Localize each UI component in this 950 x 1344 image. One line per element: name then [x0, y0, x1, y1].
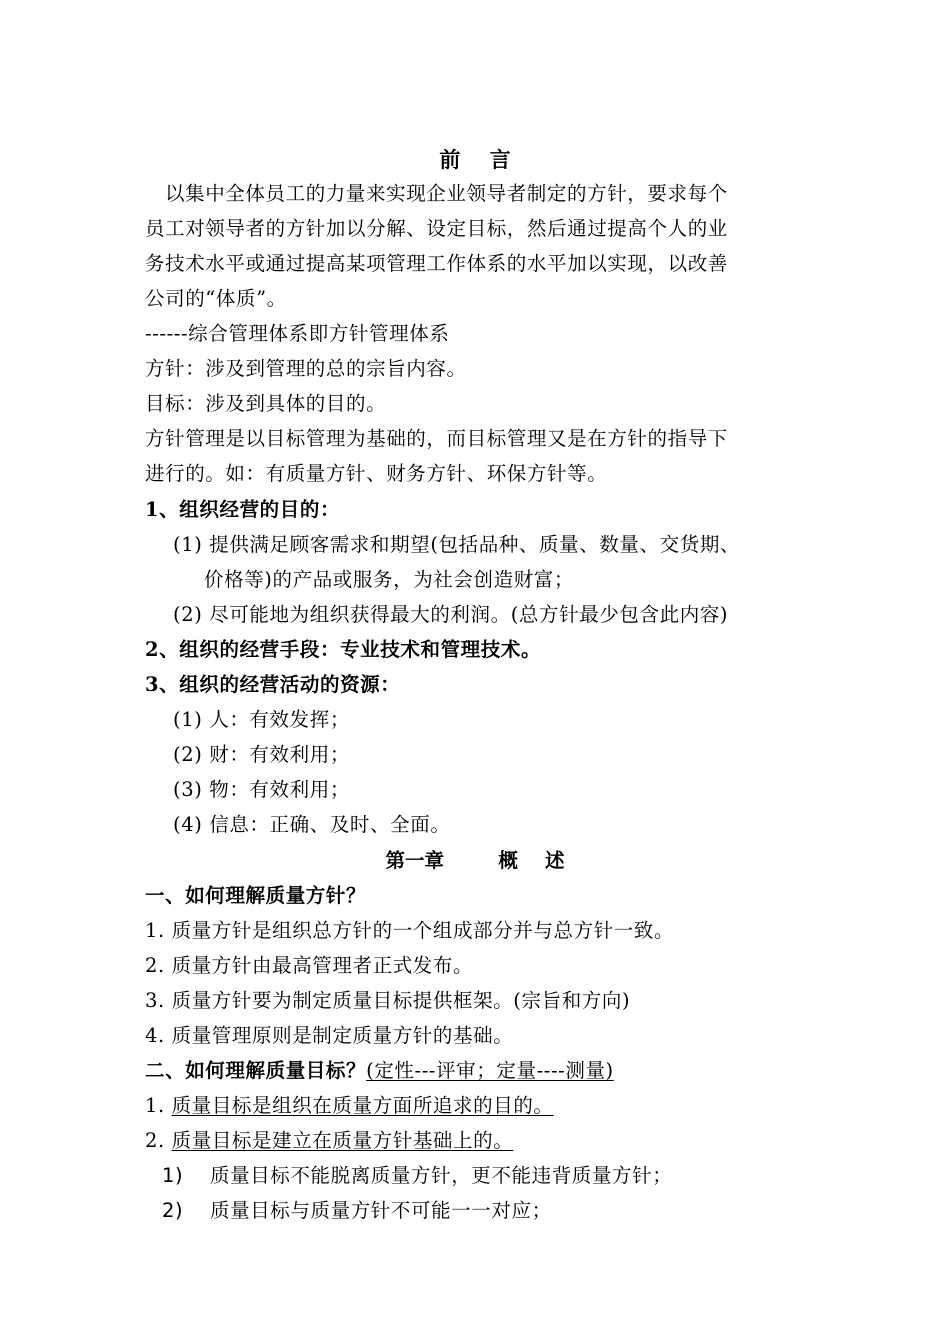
policy-item: 3. 质量方针要为制定质量目标提供框架。(宗旨和方向) — [145, 989, 631, 1012]
relation-line-2: 进行的。如：有质量方针、财务方针、环保方针等。 — [145, 462, 608, 485]
heading-quality-policy: 一、如何理解质量方针？ — [145, 884, 367, 907]
purpose-item-1: (1) 提供满足顾客需求和期望(包括品种、质量、数量、交货期、 — [173, 533, 741, 556]
objective-note: (定性---评审；定量----测量) — [366, 1059, 614, 1082]
subitem-number: 2) — [162, 1199, 184, 1222]
objective-item-text: 质量目标是建立在质量方针基础上的。 — [171, 1129, 514, 1152]
policy-definition: 方针：涉及到管理的总的宗旨内容。 — [145, 357, 467, 380]
policy-item: 2. 质量方针由最高管理者正式发布。 — [145, 954, 474, 977]
relation-line-1: 方针管理是以目标管理为基础的，而目标管理又是在方针的指导下 — [145, 427, 728, 450]
resource-item: (3) 物：有效利用； — [173, 778, 350, 801]
resource-item: (4) 信息：正确、及时、全面。 — [173, 813, 451, 836]
heading-resources: 3、组织的经营活动的资源： — [145, 673, 401, 696]
subitem-text: 质量目标与质量方针不可能一一对应； — [210, 1199, 552, 1222]
intro-line-4: 公司的“体质”。 — [145, 287, 287, 310]
policy-item: 4. 质量管理原则是制定质量方针的基础。 — [145, 1024, 514, 1047]
intro-line-1: 以集中全体员工的力量来实现企业领导者制定的方针，要求每个 — [165, 182, 728, 205]
preface-title: 前 言 — [439, 147, 511, 172]
purpose-item-2: (2) 尽可能地为组织获得最大的利润。(总方针最少包含此内容) — [173, 603, 729, 626]
subitem-number: 1) — [162, 1164, 184, 1187]
chapter-title: 第一章 概 述 — [385, 849, 565, 872]
purpose-item-1-cont: 价格等)的产品或服务，为社会创造财富； — [204, 568, 575, 591]
heading-purpose: 1、组织经营的目的： — [145, 498, 341, 521]
objective-definition: 目标：涉及到具体的目的。 — [145, 392, 387, 415]
heading-means: 2、组织的经营手段：专业技术和管理技术。 — [145, 638, 542, 661]
heading-quality-objective: 二、如何理解质量目标？ — [145, 1059, 367, 1082]
policy-item: 1. 质量方针是组织总方针的一个组成部分并与总方针一致。 — [145, 919, 675, 942]
system-line: ------综合管理体系即方针管理体系 — [145, 322, 450, 345]
objective-subitem — [162, 1198, 552, 1224]
resource-item: (1) 人：有效发挥； — [173, 708, 350, 731]
objective-item — [145, 1128, 513, 1154]
intro-line-2: 员工对领导者的方针加以分解、设定目标，然后通过提高个人的业 — [145, 217, 728, 240]
objective-item-number: 2. — [145, 1129, 165, 1152]
objective-item-text: 质量目标是组织在质量方面所追求的目的。 — [171, 1094, 554, 1117]
objective-item — [145, 1093, 554, 1119]
objective-subitem — [162, 1163, 672, 1189]
resource-item: (2) 财：有效利用； — [173, 743, 350, 766]
heading-quality-objective-row — [145, 1058, 614, 1084]
subitem-text: 质量目标不能脱离质量方针，更不能违背质量方针； — [210, 1164, 673, 1187]
objective-item-number: 1. — [145, 1094, 165, 1117]
intro-line-3: 务技术水平或通过提高某项管理工作体系的水平加以实现，以改善 — [145, 252, 728, 275]
